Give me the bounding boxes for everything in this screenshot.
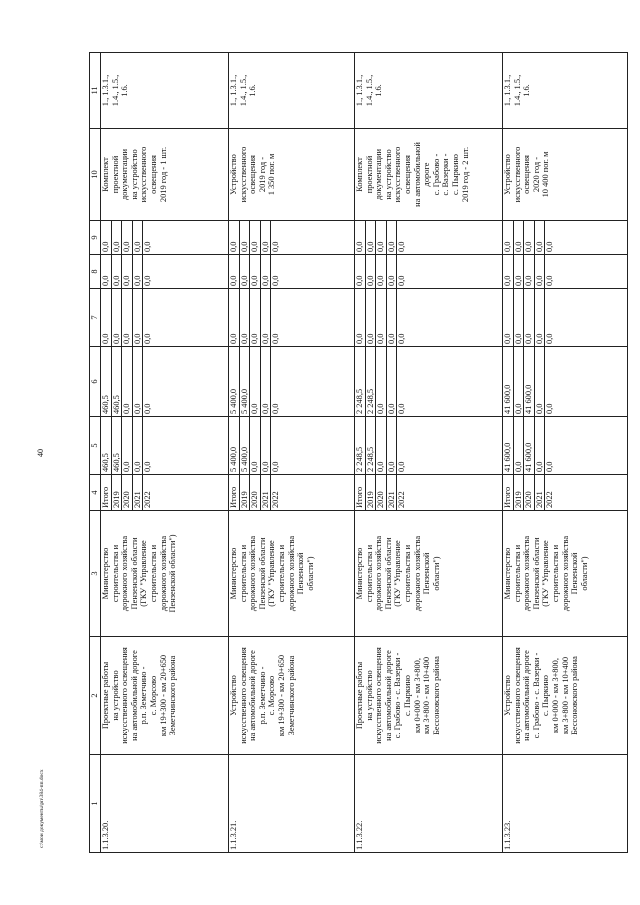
row-federal-budget-value: 0,0 (122, 289, 133, 346)
row-total-funding (229, 417, 355, 475)
row-other-sources-value: 0,0 (101, 221, 112, 254)
column-header-4: 4 (90, 475, 101, 511)
row-local-budget-value: 0,0 (366, 255, 377, 288)
row-total-funding-value: 0,0 (143, 461, 153, 472)
row-other-sources-value: 0,0 (112, 221, 123, 254)
row-other-sources-value: 0,0 (376, 221, 387, 254)
row-executor: Министерство строительства и дорожного хозяйства Пензенской области (ГКУ "Управление строительства и дорожного хозяйства Пензенской области") (229, 511, 355, 637)
table-row (355, 53, 503, 853)
row-federal-budget-value: 0,0 (133, 289, 144, 346)
row-federal-budget-value: 0,0 (261, 289, 272, 346)
row-other-sources (101, 221, 229, 255)
row-period-value: 2021 (387, 475, 398, 510)
column-header-7: 7 (90, 289, 101, 347)
row-federal-budget-value: 0,0 (229, 289, 240, 346)
row-federal-budget-value: 0,0 (397, 333, 407, 344)
row-code: 1.1.3.23. (503, 755, 628, 853)
row-local-budget-value: 0,0 (133, 255, 144, 288)
row-total-funding-value: 0,0 (397, 461, 407, 472)
row-total-funding-value: 41 600,0 (524, 417, 535, 474)
row-regional-budget-value: 0,0 (143, 403, 153, 414)
row-regional-budget-value: 0,0 (122, 347, 133, 416)
row-result: Комплект проектной документации на устройство искусственного освещения на автомобильной дороге с. Грабово - с. Вазерки - с. Пыркино 2019 год - 2 шт. (355, 129, 503, 221)
row-other-sources-value: 0,0 (397, 241, 407, 252)
footer-file-path (39, 769, 52, 853)
row-local-budget-value: 0,0 (101, 255, 112, 288)
row-total-funding-value: 0,0 (376, 417, 387, 474)
row-links: 1., 1.3.1., 1.4., 1.5., 1.6. (503, 53, 628, 129)
column-header-3: 3 (90, 511, 101, 637)
row-total-funding (355, 417, 503, 475)
row-period-value: 2020 (376, 475, 387, 510)
row-total-funding-value: 5 400,0 (229, 417, 240, 474)
row-regional-budget-value: 2 248,5 (355, 347, 366, 416)
row-period-value: 2022 (143, 491, 153, 508)
row-total-funding-value: 0,0 (250, 417, 261, 474)
row-name: Проектные работы на устройство искусственного освещения на автомобильной дороге с. Грабово - с. Вазерки - с. Пыркино км 0+000 - км 3+800, км 3+800 - км 10+400 Бессоновского района (355, 637, 503, 755)
row-period-value: 2022 (545, 491, 555, 508)
row-other-sources-value: 0,0 (387, 221, 398, 254)
row-result: Комплект проектной документации на устройство искусственного освещения 2019 год - 1 шт. (101, 129, 229, 221)
row-local-budget-value: 0,0 (524, 255, 535, 288)
row-result: Устройство искусственного освещения 2019 год - 1 350 пог. м (229, 129, 355, 221)
row-regional-budget-value: 460,5 (112, 347, 123, 416)
row-period-value: Итого (503, 475, 514, 510)
row-federal-budget-value: 0,0 (250, 289, 261, 346)
row-period-value: Итого (229, 475, 240, 510)
row-period-value: 2020 (250, 475, 261, 510)
row-other-sources-value: 0,0 (133, 221, 144, 254)
row-federal-budget-value: 0,0 (535, 289, 546, 346)
row-local-budget-value: 0,0 (229, 255, 240, 288)
row-regional-budget-value: 0,0 (133, 347, 144, 416)
row-period (503, 475, 628, 511)
row-federal-budget-value: 0,0 (355, 289, 366, 346)
row-federal-budget-value: 0,0 (112, 289, 123, 346)
row-period-value: 2022 (397, 491, 407, 508)
row-local-budget-value: 0,0 (250, 255, 261, 288)
row-name: Проектные работы на устройство искусственного освещения на автомобильной дороге р.п. Земетчино - с. Морсово км 19+300 - км 20+650 Земетчинского района (101, 637, 229, 755)
row-executor: Министерство строительства и дорожного хозяйства Пензенской области (ГКУ "Управление строительства и дорожного хозяйства Пензенской области") (101, 511, 229, 637)
row-period-value: 2019 (366, 475, 377, 510)
row-other-sources-value: 0,0 (524, 221, 535, 254)
row-federal-budget-value: 0,0 (366, 289, 377, 346)
row-period (101, 475, 229, 511)
row-regional-budget-value: 0,0 (250, 347, 261, 416)
row-total-funding-value: 0,0 (387, 417, 398, 474)
row-total-funding-value: 0,0 (122, 417, 133, 474)
row-other-sources-value: 0,0 (229, 221, 240, 254)
row-regional-budget-value: 0,0 (261, 347, 272, 416)
row-regional-budget (229, 347, 355, 417)
row-federal-budget-value: 0,0 (545, 333, 555, 344)
row-local-budget-value: 0,0 (271, 275, 281, 286)
row-code: 1.1.3.22. (355, 755, 503, 853)
row-federal-budget-value: 0,0 (271, 333, 281, 344)
row-local-budget-value: 0,0 (535, 255, 546, 288)
row-regional-budget-value: 0,0 (397, 403, 407, 414)
table-row (101, 53, 229, 853)
row-total-funding-value: 2 248,5 (366, 417, 377, 474)
row-total-funding-value: 0,0 (535, 417, 546, 474)
row-federal-budget-value: 0,0 (143, 333, 153, 344)
row-local-budget-value: 0,0 (112, 255, 123, 288)
table-body (101, 53, 628, 853)
page-number: 40 (36, 449, 45, 457)
column-header-10: 10 (90, 129, 101, 221)
row-links: 1., 1.3.1., 1.4., 1.5., 1.6. (229, 53, 355, 129)
row-regional-budget (355, 347, 503, 417)
row-regional-budget-value: 0,0 (376, 347, 387, 416)
row-regional-budget (101, 347, 229, 417)
row-local-budget-value: 0,0 (240, 255, 251, 288)
row-regional-budget-value: 0,0 (535, 347, 546, 416)
row-other-sources-value: 0,0 (545, 241, 555, 252)
row-period-value: 2019 (240, 475, 251, 510)
row-other-sources-value: 0,0 (261, 221, 272, 254)
row-period (355, 475, 503, 511)
row-federal-budget-value: 0,0 (524, 289, 535, 346)
row-total-funding (101, 417, 229, 475)
column-header-2: 2 (90, 637, 101, 755)
row-links: 1., 1.3.1., 1.4., 1.5., 1.6. (355, 53, 503, 129)
row-other-sources (229, 221, 355, 255)
row-regional-budget-value: 5 400,0 (240, 347, 251, 416)
column-header-6: 6 (90, 347, 101, 417)
row-federal-budget (503, 289, 628, 347)
row-total-funding-value: 0,0 (271, 461, 281, 472)
row-executor: Министерство строительства и дорожного хозяйства Пензенской области (ГКУ "Управление строительства и дорожного хозяйства Пензенской области") (503, 511, 628, 637)
table-row (503, 53, 628, 853)
row-period-value: 2020 (122, 475, 133, 510)
row-period-value: Итого (101, 475, 112, 510)
row-local-budget (229, 255, 355, 289)
row-other-sources (503, 221, 628, 255)
row-local-budget-value: 0,0 (355, 255, 366, 288)
row-local-budget (503, 255, 628, 289)
row-total-funding-value: 0,0 (261, 417, 272, 474)
row-total-funding-value: 460,5 (101, 417, 112, 474)
row-other-sources-value: 0,0 (250, 221, 261, 254)
row-local-budget-value: 0,0 (397, 275, 407, 286)
row-federal-budget (101, 289, 229, 347)
row-federal-budget (229, 289, 355, 347)
row-period-value: 2019 (112, 475, 123, 510)
column-header-5: 5 (90, 417, 101, 475)
row-period (229, 475, 355, 511)
row-other-sources-value: 0,0 (143, 241, 153, 252)
table-row (229, 53, 355, 853)
row-total-funding-value: 5 400,0 (240, 417, 251, 474)
row-regional-budget-value: 41 600,0 (524, 347, 535, 416)
row-regional-budget-value: 460,5 (101, 347, 112, 416)
row-federal-budget-value: 0,0 (376, 289, 387, 346)
row-total-funding-value: 460,5 (112, 417, 123, 474)
header-row (90, 53, 101, 853)
row-other-sources-value: 0,0 (122, 221, 133, 254)
row-local-budget-value: 0,0 (387, 255, 398, 288)
row-total-funding-value: 0,0 (514, 417, 525, 474)
row-executor: Министерство строительства и дорожного хозяйства Пензенской области (ГКУ "Управление строительства и дорожного хозяйства Пензенской области") (355, 511, 503, 637)
row-local-budget-value: 0,0 (545, 275, 555, 286)
row-local-budget (101, 255, 229, 289)
row-period-value: 2019 (514, 475, 525, 510)
row-name: Устройство искусственного освещения на автомобильной дороге с. Грабово - с. Вазерки - с. Пыркино км 0+000 - км 3+800, км 3+800 - км 10+400 Бессоновского района (503, 637, 628, 755)
row-regional-budget-value: 2 248,5 (366, 347, 377, 416)
row-period-value: 2022 (271, 491, 281, 508)
program-table-sheet (89, 53, 640, 853)
column-header-8: 8 (90, 255, 101, 289)
row-regional-budget-value: 0,0 (271, 403, 281, 414)
row-regional-budget-value: 5 400,0 (229, 347, 240, 416)
row-regional-budget-value: 0,0 (514, 347, 525, 416)
row-local-budget-value: 0,0 (503, 255, 514, 288)
row-regional-budget-value: 0,0 (545, 403, 555, 414)
row-federal-budget-value: 0,0 (503, 289, 514, 346)
row-federal-budget-value: 0,0 (387, 289, 398, 346)
row-other-sources-value: 0,0 (514, 221, 525, 254)
row-period-value: 2021 (133, 475, 144, 510)
row-local-budget-value: 0,0 (122, 255, 133, 288)
row-total-funding-value: 0,0 (133, 417, 144, 474)
row-code: 1.1.3.21. (229, 755, 355, 853)
row-other-sources-value: 0,0 (240, 221, 251, 254)
row-links: 1., 1.3.1., 1.4., 1.5., 1.6. (101, 53, 229, 129)
row-federal-budget-value: 0,0 (240, 289, 251, 346)
program-table (89, 52, 628, 853)
row-other-sources-value: 0,0 (355, 221, 366, 254)
row-period-value: 2021 (261, 475, 272, 510)
row-local-budget-value: 0,0 (261, 255, 272, 288)
row-name: Устройство искусственного освещения на автомобильной дороге р.п. Земетчино - с. Морсово км 19+300 - км 20+650 Земетчинского района (229, 637, 355, 755)
row-period-value: 2021 (535, 475, 546, 510)
row-code: 1.1.3.20. (101, 755, 229, 853)
row-other-sources-value: 0,0 (366, 221, 377, 254)
row-federal-budget-value: 0,0 (101, 289, 112, 346)
row-local-budget-value: 0,0 (514, 255, 525, 288)
row-regional-budget-value: 41 600,0 (503, 347, 514, 416)
row-other-sources-value: 0,0 (535, 221, 546, 254)
row-other-sources (355, 221, 503, 255)
row-total-funding-value: 2 248,5 (355, 417, 366, 474)
row-other-sources-value: 0,0 (503, 221, 514, 254)
row-federal-budget (355, 289, 503, 347)
row-total-funding-value: 0,0 (545, 461, 555, 472)
column-header-11: 11 (90, 53, 101, 129)
row-total-funding (503, 417, 628, 475)
row-federal-budget-value: 0,0 (514, 289, 525, 346)
row-local-budget-value: 0,0 (143, 275, 153, 286)
row-total-funding-value: 41 600,0 (503, 417, 514, 474)
row-other-sources-value: 0,0 (271, 241, 281, 252)
footer-path-text: c:\мои документы\рп\384-пп.docx (39, 769, 45, 848)
row-local-budget-value: 0,0 (376, 255, 387, 288)
column-header-9: 9 (90, 221, 101, 255)
row-local-budget (355, 255, 503, 289)
row-period-value: 2020 (524, 475, 535, 510)
row-regional-budget (503, 347, 628, 417)
row-result: Устройство искусственного освещения 2020 год - 10 400 пог. м (503, 129, 628, 221)
row-regional-budget-value: 0,0 (387, 347, 398, 416)
row-period-value: Итого (355, 475, 366, 510)
column-header-1: 1 (90, 755, 101, 853)
